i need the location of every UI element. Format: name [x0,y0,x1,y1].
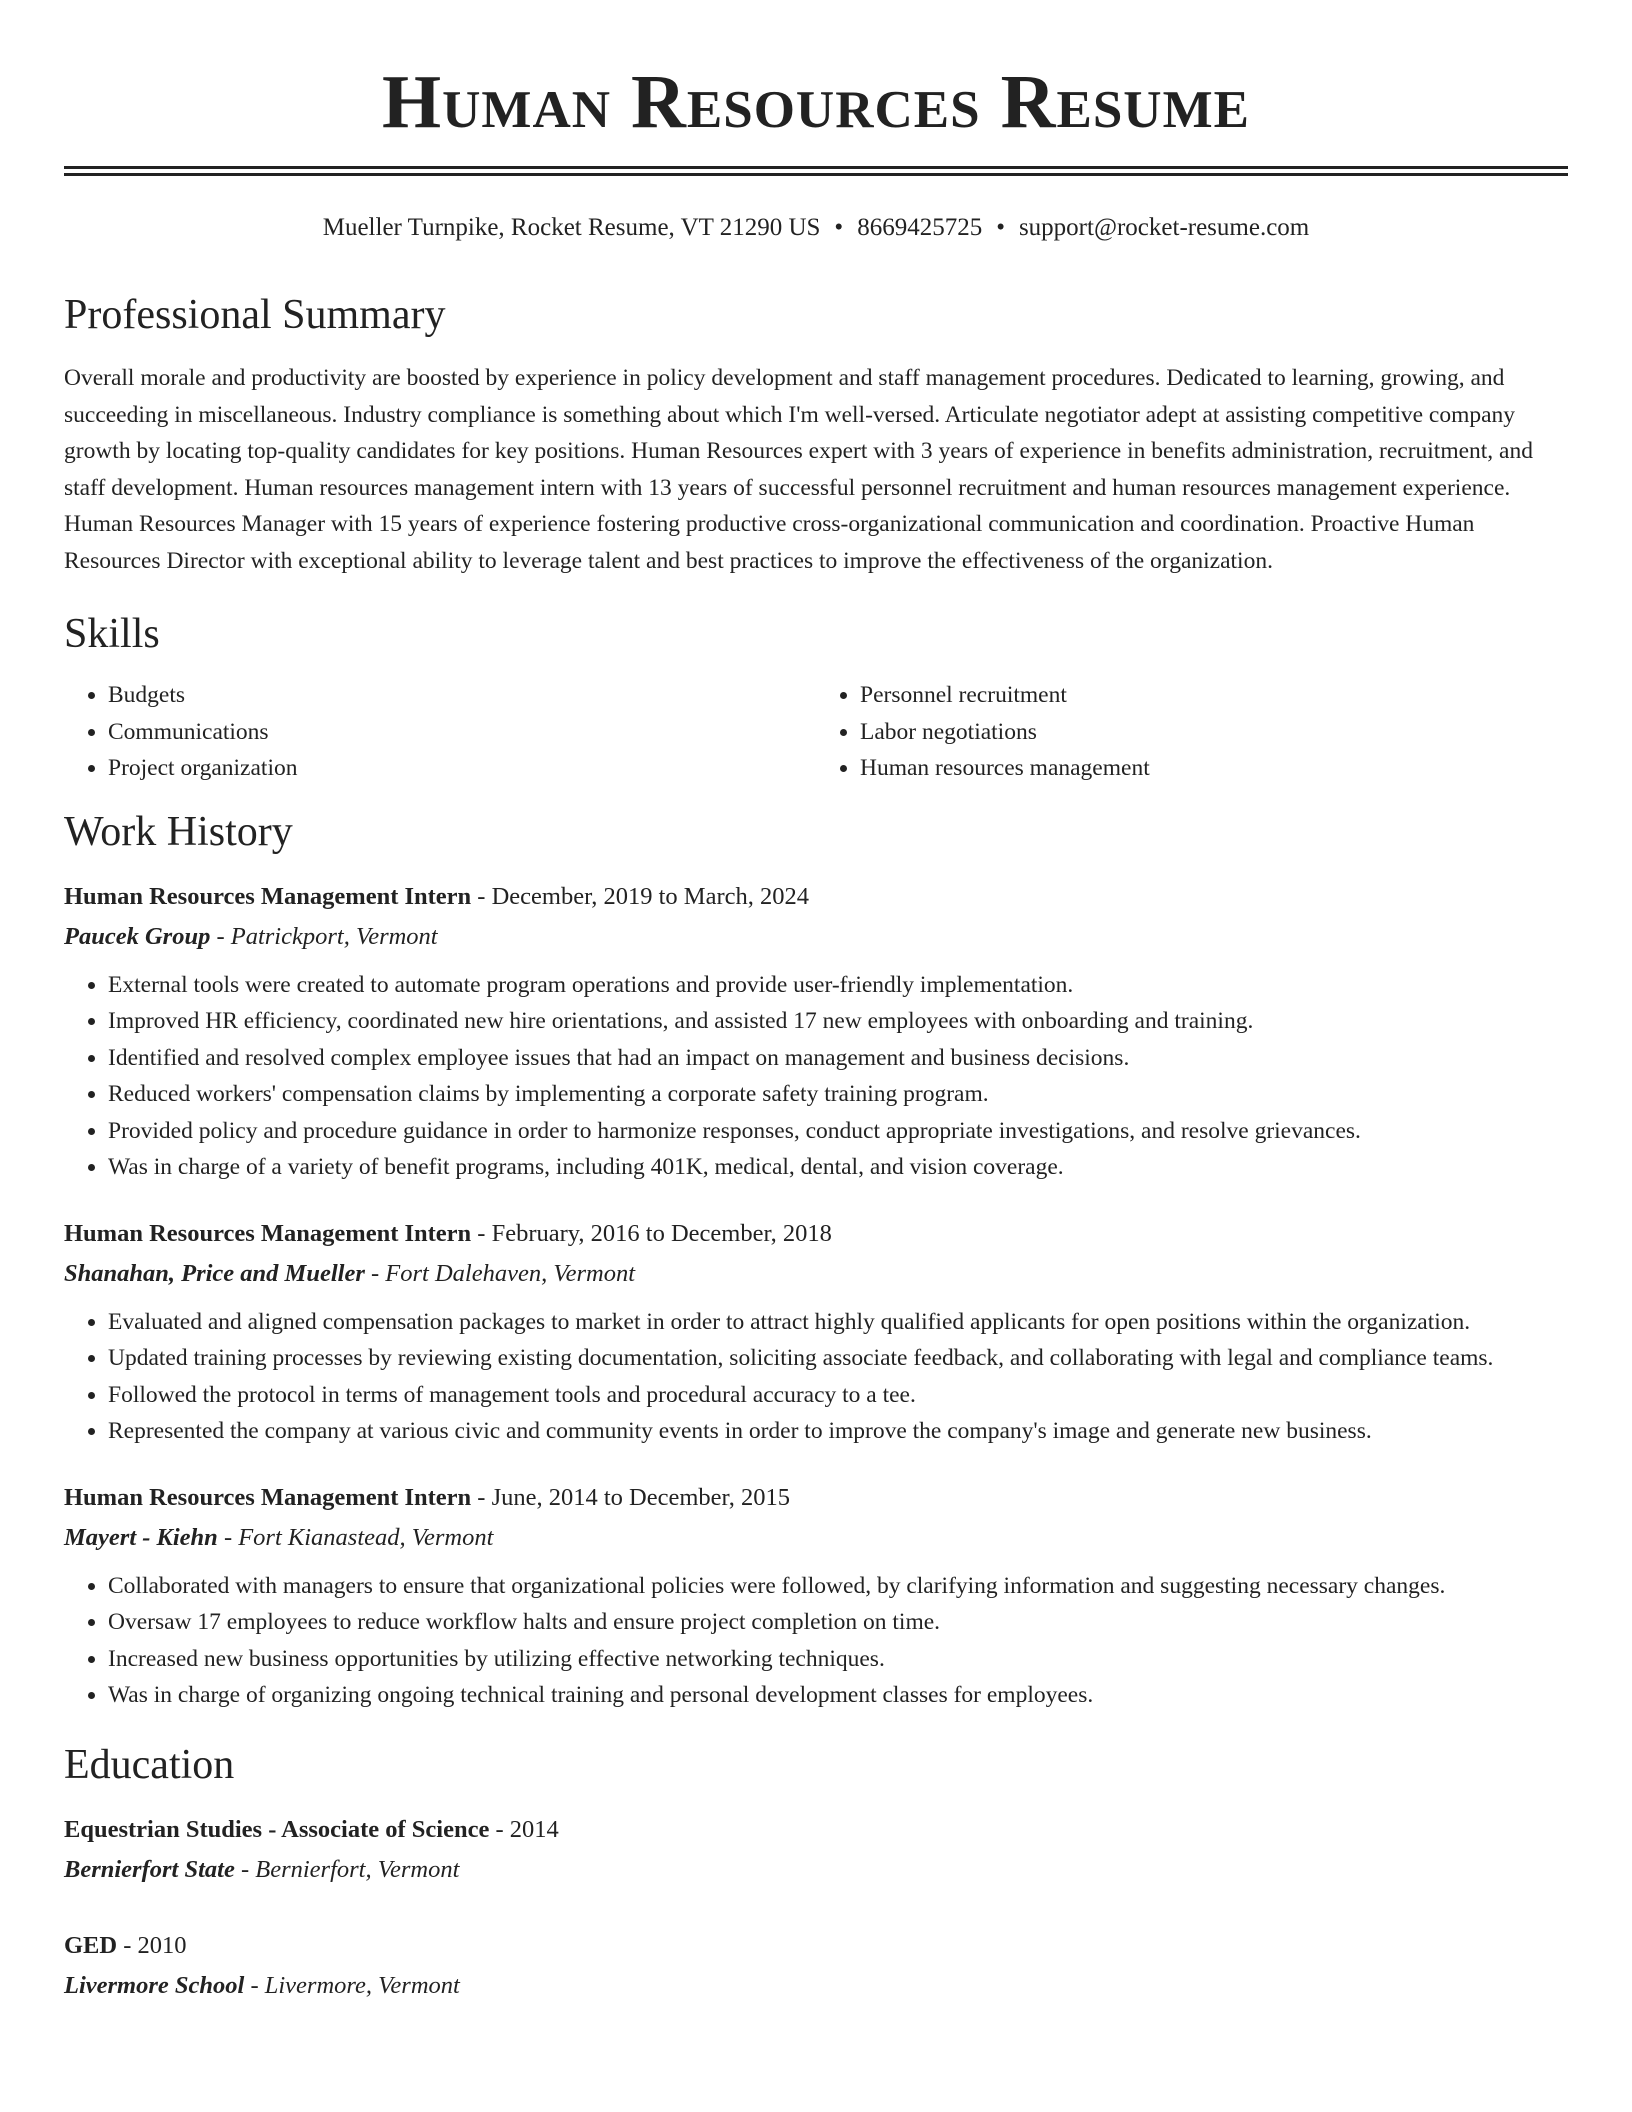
job-dates: - December, 2019 to March, 2024 [471,882,810,910]
work-history-heading: Work History [64,808,293,855]
job-bullet: • Oversaw 17 employees to reduce workflow halts and ensure project completion on time. [108,1604,1568,1641]
job-bullet: • Collaborated with managers to ensure that organizational policies were followed, by clarifying information and suggesting necessary changes. [108,1568,1568,1605]
job-bullet: • Evaluated and aligned compensation packages to market in order to attract highly qualified applicants for open positions within the organization. [108,1304,1568,1341]
contact-separator: • [834,214,844,241]
education-institution [64,1968,1568,2004]
skill-item: • Communications [108,714,816,751]
contact-phone: 8669425725 [857,214,983,241]
contact-email: support@rocket-resume.com [1018,214,1310,241]
job-entry [64,879,1568,1186]
job-company: Mayert - Kiehn [64,1523,218,1551]
education-school: Bernierfort State [64,1855,235,1883]
job-company: Paucek Group [64,922,211,950]
skill-item: • Personnel recruitment [860,677,1568,714]
education-entry [64,1812,1568,1888]
job-bullet: • Followed the protocol in terms of management tools and procedural accuracy to a tee. [108,1377,1568,1414]
job-bullet: • Represented the company at various civic and community events in order to improve the company's image and generate new business. [108,1413,1568,1450]
education-header [64,1928,1568,1964]
education-institution [64,1852,1568,1888]
job-entry [64,1216,1568,1450]
job-bullets [64,1568,1568,1714]
job-bullet: • Reduced workers' compensation claims by implementing a corporate safety training program. [108,1076,1568,1113]
contact-address: Mueller Turnpike, Rocket Resume, VT 21290 US [322,214,821,241]
job-company: Shanahan, Price and Mueller [64,1259,365,1287]
job-bullet: • Improved HR efficiency, coordinated new hire orientations, and assisted 17 new employees with onboarding and training. [108,1003,1568,1040]
job-title: Human Resources Management Intern [64,1219,472,1247]
skills-column-left [64,677,816,787]
skill-item: • Human resources management [860,750,1568,787]
job-dates: - February, 2016 to December, 2018 [471,1219,832,1247]
job-header [64,1216,1568,1252]
job-bullets [64,967,1568,1186]
summary-heading: Professional Summary [64,292,446,338]
summary-text: Overall morale and productivity are boosted by experience in policy development and staff management procedures. Dedicated to learning, growing, and succeeding in miscellaneous. Industry compliance is something about which I'm well-versed. Articulate negotiator adept at assisting competitive company growth by locating top-quality candidates for key positions. Human Resources expert with 3 years of experience in benefits administration, recruitment, and staff development. Human resources management intern with 13 years of successful personnel recruitment and human resources management experience. Human Resources Manager with 15 years of experience fostering productive cross-organizational communication and coordination. Proactive Human Resources Director with exceptional ability to leverage talent and best practices to improve the effectiveness of the organization. [64,365,1533,574]
job-bullet: • Was in charge of a variety of benefit programs, including 401K, medical, dental, and vision coverage. [108,1149,1568,1186]
skills-heading: Skills [64,611,160,657]
job-employer [64,1520,1568,1556]
job-entry [64,1480,1568,1714]
resume-title: Human Resources Resume [382,60,1250,144]
job-header [64,879,1568,915]
job-location: - Patrickport, Vermont [210,922,438,950]
skill-item: • Budgets [108,677,816,714]
education-year: - 2010 [117,1931,187,1959]
skill-item: • Labor negotiations [860,714,1568,751]
job-title: Human Resources Management Intern [64,882,472,910]
job-header [64,1480,1568,1516]
education-header [64,1812,1568,1848]
job-bullet: • Increased new business opportunities by utilizing effective networking techniques. [108,1641,1568,1678]
contact-line [64,212,1568,244]
education-school: Livermore School [64,1971,245,1999]
education-degree: GED [64,1931,118,1959]
title-double-rule [64,166,1568,176]
skills-list [64,677,1568,787]
job-location: - Fort Dalehaven, Vermont [364,1259,635,1287]
job-bullet: • Identified and resolved complex employee issues that had an impact on management and business decisions. [108,1040,1568,1077]
skill-item: • Project organization [108,750,816,787]
job-bullets [64,1304,1568,1450]
education-degree: Equestrian Studies - Associate of Science [64,1815,490,1843]
job-bullet: • External tools were created to automate program operations and provide user-friendly implementation. [108,967,1568,1004]
skills-column-right [816,677,1568,787]
job-title: Human Resources Management Intern [64,1483,472,1511]
education-entry [64,1928,1568,2004]
job-employer [64,1256,1568,1292]
job-location: - Fort Kianastead, Vermont [217,1523,494,1551]
education-year: - 2014 [489,1815,559,1843]
contact-separator: • [996,214,1005,241]
job-bullet: • Updated training processes by reviewing existing documentation, soliciting associate feedback, and collaborating with legal and compliance teams. [108,1340,1568,1377]
job-employer [64,919,1568,955]
education-heading: Education [64,1741,235,1788]
education-location: - Livermore, Vermont [244,1971,460,1999]
job-bullet: • Provided policy and procedure guidance in order to harmonize responses, conduct appropriate investigations, and resolve grievances. [108,1113,1568,1150]
education-location: - Bernierfort, Vermont [234,1855,460,1883]
job-dates: - June, 2014 to December, 2015 [471,1483,790,1511]
job-bullet: • Was in charge of organizing ongoing technical training and personal development classes for employees. [108,1677,1568,1714]
